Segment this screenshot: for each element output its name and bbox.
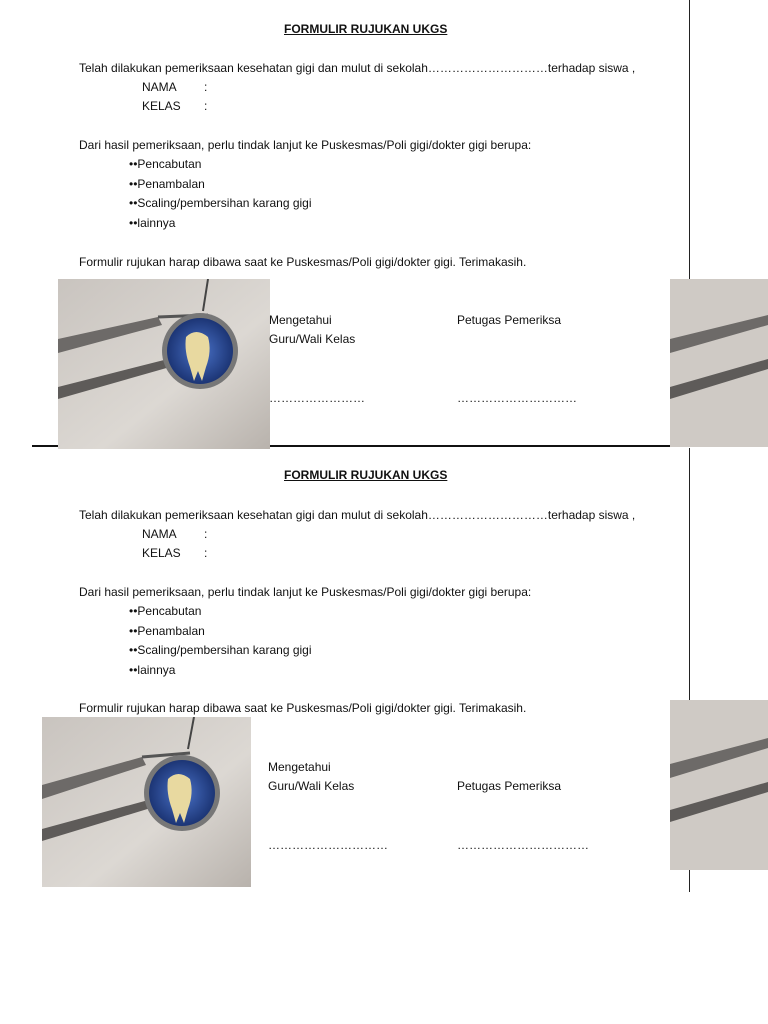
signature-dots-right: ……………………………	[457, 838, 589, 852]
nama-label: NAMA	[142, 527, 177, 541]
option-item: •• Penambalan	[129, 177, 205, 191]
nama-label: NAMA	[142, 80, 177, 94]
dental-mirror-photo-partial	[670, 700, 768, 870]
dental-mirror-photo	[58, 279, 270, 449]
closing-text: Formulir rujukan harap dibawa saat ke Puskesmas/Poli gigi/dokter gigi. Terimakasih.	[79, 255, 527, 269]
option-item: •• Pencabutan	[129, 157, 201, 171]
option-item: •• lainnya	[129, 663, 175, 677]
sign-left-line1: Mengetahui	[268, 760, 331, 774]
kelas-label: KELAS	[142, 99, 181, 113]
option-item: •• Scaling/pembersihan karang gigi	[129, 643, 312, 657]
option-item: •• Scaling/pembersihan karang gigi	[129, 196, 312, 210]
sign-right-label: Petugas Pemeriksa	[457, 779, 562, 793]
sign-left-line2: Guru/Wali Kelas	[268, 779, 355, 793]
form-title: FORMULIR RUJUKAN UKGS	[284, 468, 448, 482]
signature-dots-left: …………………………	[268, 838, 388, 852]
kelas-colon: :	[204, 99, 208, 113]
lead-text: Dari hasil pemeriksaan, perlu tindak lanjut ke Puskesmas/Poli gigi/dokter gigi berupa:	[79, 585, 532, 599]
closing-text: Formulir rujukan harap dibawa saat ke Puskesmas/Poli gigi/dokter gigi. Terimakasih.	[79, 701, 527, 715]
sign-right-label: Petugas Pemeriksa	[457, 313, 562, 327]
form-title: FORMULIR RUJUKAN UKGS	[284, 22, 448, 36]
intro-text: Telah dilakukan pemeriksaan kesehatan gigi dan mulut di sekolah…………………………terhadap siswa ,	[79, 508, 636, 522]
lead-text: Dari hasil pemeriksaan, perlu tindak lanjut ke Puskesmas/Poli gigi/dokter gigi berupa:	[79, 138, 532, 152]
intro-text: Telah dilakukan pemeriksaan kesehatan gigi dan mulut di sekolah…………………………terhadap siswa ,	[79, 61, 636, 75]
option-item: •• Pencabutan	[129, 604, 201, 618]
nama-colon: :	[204, 527, 208, 541]
dental-mirror-photo-partial	[670, 279, 768, 447]
sign-left-line2: Guru/Wali Kelas	[269, 332, 356, 346]
signature-dots-left: ……………………	[269, 391, 365, 405]
option-item: •• Penambalan	[129, 624, 205, 638]
nama-colon: :	[204, 80, 208, 94]
kelas-label: KELAS	[142, 546, 181, 560]
option-item: •• lainnya	[129, 216, 175, 230]
sign-left-line1: Mengetahui	[269, 313, 332, 327]
dental-mirror-photo	[42, 717, 251, 887]
kelas-colon: :	[204, 546, 208, 560]
signature-dots-right: …………………………	[457, 391, 577, 405]
